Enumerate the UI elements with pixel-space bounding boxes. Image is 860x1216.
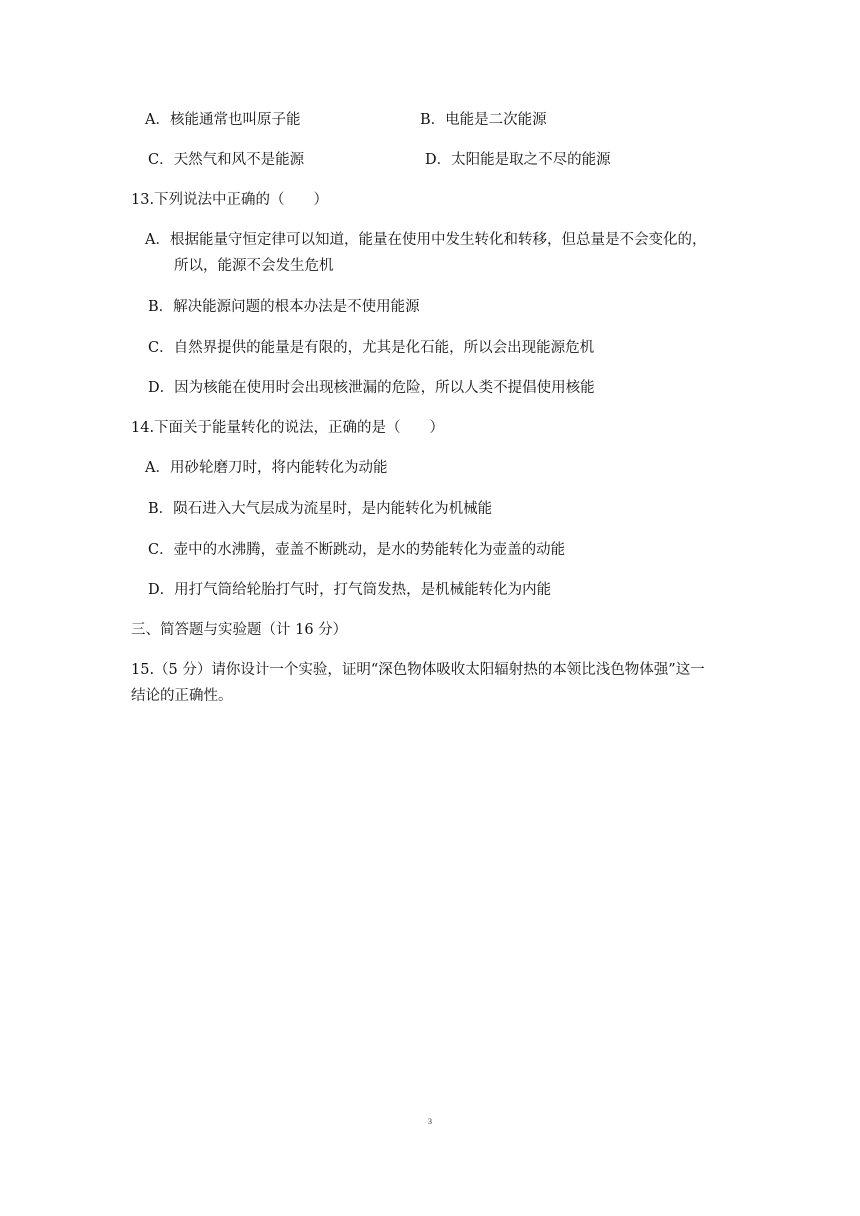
q14-option-d: D．用打气筒给轮胎打气时，打气筒发热，是机械能转化为内能 (148, 582, 552, 598)
q14-option-c: C．壶中的水沸腾，壶盖不断跳动，是水的势能转化为壶盖的动能 (148, 542, 566, 558)
q12-option-d: D．太阳能是取之不尽的能源 (425, 152, 611, 168)
q12-option-a: A．核能通常也叫原子能 (145, 112, 301, 128)
q13-option-a-line2: 所以，能源不会发生危机 (174, 258, 334, 274)
page-number: 3 (428, 1117, 432, 1126)
q14-stem: 14.下面关于能量转化的说法，正确的是（ ） (131, 420, 445, 436)
q12-option-c: C．天然气和风不是能源 (148, 152, 305, 168)
q14-option-a: A．用砂轮磨刀时，将内能转化为动能 (145, 460, 388, 476)
q13-option-c: C．自然界提供的能量是有限的，尤其是化石能，所以会出现能源危机 (148, 340, 595, 356)
q12-option-b: B．电能是二次能源 (420, 112, 547, 128)
q15-line2: 结论的正确性。 (131, 688, 233, 704)
q13-option-b: B．解决能源问题的根本办法是不使用能源 (148, 299, 420, 315)
q14-option-b: B．陨石进入大气层成为流星时，是内能转化为机械能 (148, 501, 493, 517)
q13-stem: 13.下列说法中正确的（ ） (131, 192, 329, 208)
q13-option-a-line1: A．根据能量守恒定律可以知道，能量在使用中发生转化和转移，但总量是不会变化的， (145, 232, 707, 248)
section-3-heading: 三、简答题与实验题（计 16 分） (131, 622, 348, 638)
q13-option-d: D．因为核能在使用时会出现核泄漏的危险，所以人类不提倡使用核能 (148, 380, 595, 396)
q15-line1: 15.（5 分）请你设计一个实验，证明“深色物体吸收太阳辐射热的本领比浅色物体强”这一 (131, 662, 705, 678)
